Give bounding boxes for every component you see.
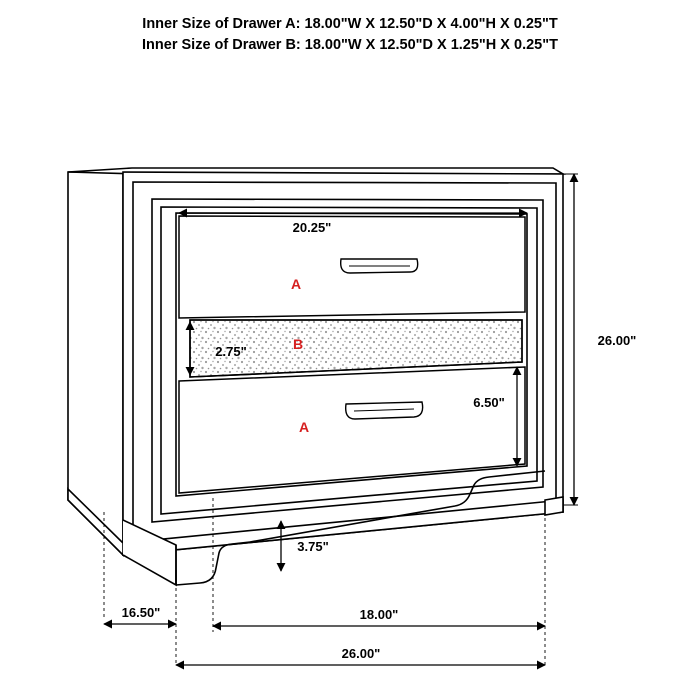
dim-leg-height-label: 3.75" [297,539,329,554]
label-drawer-a-bottom: A [298,419,310,435]
dim-depth-label: 16.50" [121,605,161,620]
label-drawer-a-top: A [290,276,302,292]
drawer-b-size-text: Inner Size of Drawer B: 18.00"W X 12.50"D X 1.25"H X 0.25"T [142,37,558,53]
dim-top-width-label: 20.25" [292,220,332,235]
drawer-a-size-text: Inner Size of Drawer A: 18.00"W X 12.50"D X 4.00"H X 0.25"T [142,16,558,32]
dim-total-width-label: 26.00" [341,646,381,661]
dim-inner-width-label: 18.00" [359,607,399,622]
dim-right-height-label: 26.00" [597,333,637,348]
dim-right-height [563,174,578,505]
dim-drawer-a-bottom-height-label: 6.50" [473,395,505,410]
label-drawer-b: B [292,336,304,352]
dim-drawer-b-height-label: 2.75" [215,344,247,359]
